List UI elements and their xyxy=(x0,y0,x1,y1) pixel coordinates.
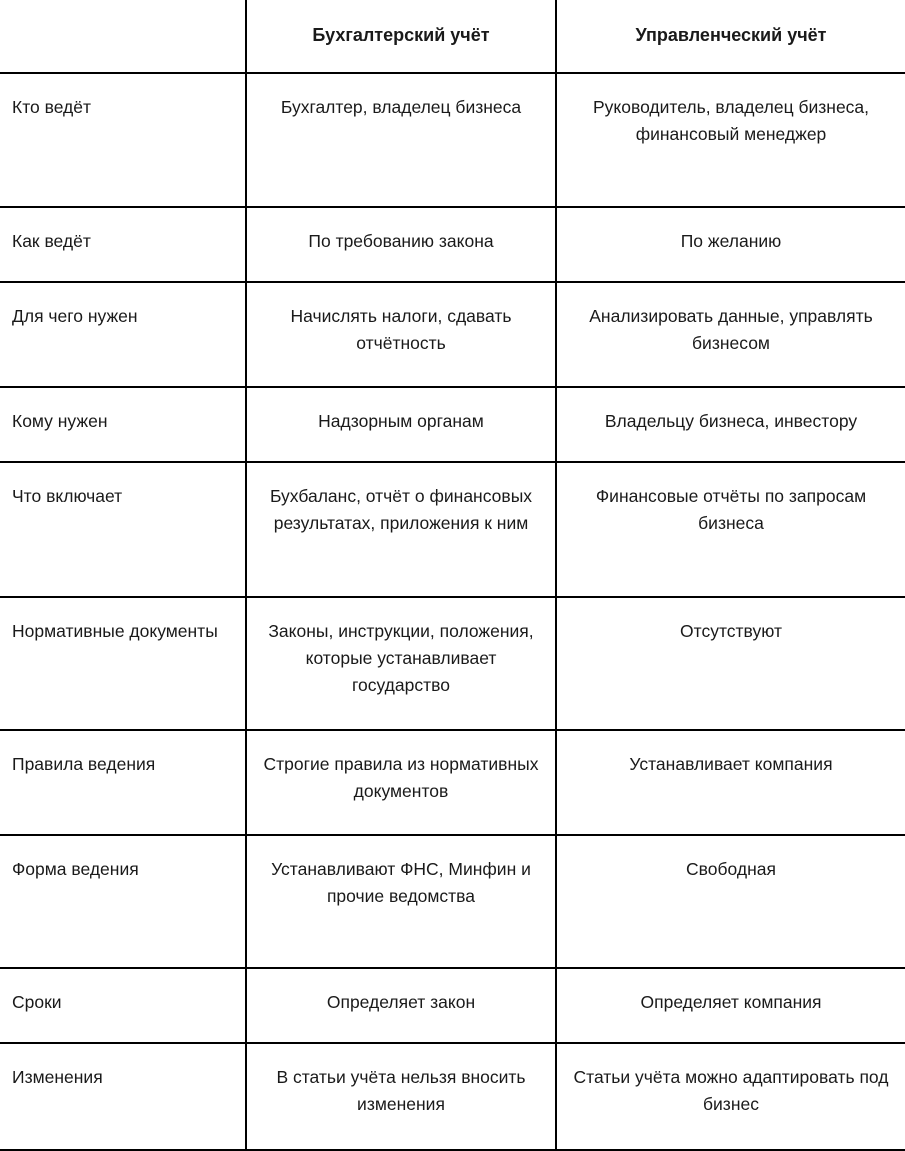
row-label-text: Изменения xyxy=(12,1067,103,1087)
table-row xyxy=(0,207,905,282)
row-accounting-cell xyxy=(246,597,556,730)
column-header-accounting xyxy=(246,0,556,73)
table-row xyxy=(0,282,905,387)
row-label-cell xyxy=(0,835,246,968)
row-management-text: Анализировать данные, управлять бизнесом xyxy=(589,306,873,354)
column-header-management-text: Управленческий учёт xyxy=(635,25,827,45)
row-label-cell xyxy=(0,207,246,282)
table-row xyxy=(0,835,905,968)
table-row xyxy=(0,968,905,1043)
row-management-text: Устанавливает компания xyxy=(629,754,833,774)
table-body xyxy=(0,73,905,1150)
row-label-text: Для чего нужен xyxy=(12,306,138,326)
row-label-cell xyxy=(0,1043,246,1150)
column-header-label-text xyxy=(0,0,245,22)
row-management-text: Отсутствуют xyxy=(680,621,782,641)
table-header xyxy=(0,0,905,73)
row-management-text: Статьи учёта можно адаптировать под бизнес xyxy=(573,1067,889,1115)
row-label-cell xyxy=(0,968,246,1043)
row-management-text: Определяет компания xyxy=(640,992,822,1012)
row-management-cell xyxy=(556,73,905,207)
row-label-text: Кто ведёт xyxy=(12,97,92,117)
row-management-cell xyxy=(556,282,905,387)
row-label-cell xyxy=(0,73,246,207)
table-row xyxy=(0,1043,905,1150)
row-label-text: Как ведёт xyxy=(12,231,91,251)
row-accounting-cell xyxy=(246,282,556,387)
row-label-text: Что включает xyxy=(12,486,123,506)
row-label-cell xyxy=(0,282,246,387)
row-management-text: По желанию xyxy=(680,231,782,251)
row-accounting-text: Начислять налоги, сдавать отчётность xyxy=(290,306,512,354)
row-label-cell xyxy=(0,730,246,835)
row-label-text: Кому нужен xyxy=(12,411,108,431)
row-management-text: Владельцу бизнеса, инвестору xyxy=(604,411,858,431)
row-label-text: Правила ведения xyxy=(12,754,156,774)
row-management-cell xyxy=(556,387,905,462)
row-accounting-cell xyxy=(246,462,556,597)
row-accounting-text: Надзорным органам xyxy=(318,411,484,431)
row-label-cell xyxy=(0,387,246,462)
row-management-cell xyxy=(556,207,905,282)
row-accounting-text: По требованию закона xyxy=(308,231,494,251)
row-management-cell xyxy=(556,597,905,730)
row-accounting-text: Бухгалтер, владелец бизнеса xyxy=(280,97,522,117)
row-management-cell xyxy=(556,1043,905,1150)
table-row xyxy=(0,597,905,730)
row-label-cell xyxy=(0,462,246,597)
row-management-text: Руководитель, владелец бизнеса, финансовый менеджер xyxy=(592,97,870,145)
row-accounting-cell xyxy=(246,73,556,207)
row-label-text: Форма ведения xyxy=(12,859,139,879)
table-row xyxy=(0,462,905,597)
column-header-label xyxy=(0,0,246,73)
row-management-text: Свободная xyxy=(686,859,776,879)
row-accounting-text: Законы, инструкции, положения, которые устанавливает государство xyxy=(268,621,534,696)
table-header-row xyxy=(0,0,905,73)
row-label-text: Сроки xyxy=(12,992,62,1012)
column-header-management xyxy=(556,0,905,73)
row-accounting-text: Определяет закон xyxy=(326,992,476,1012)
row-accounting-text: Бухбаланс, отчёт о финансовых результатах, приложения к ним xyxy=(269,486,533,534)
row-management-cell xyxy=(556,462,905,597)
row-accounting-cell xyxy=(246,207,556,282)
row-management-cell xyxy=(556,835,905,968)
row-accounting-text: В статьи учёта нельзя вносить изменения xyxy=(276,1067,526,1115)
row-accounting-text: Устанавливают ФНС, Минфин и прочие ведомства xyxy=(271,859,531,907)
table-row xyxy=(0,73,905,207)
table-row xyxy=(0,387,905,462)
table-row xyxy=(0,730,905,835)
column-header-accounting-text: Бухгалтерский учёт xyxy=(312,25,490,45)
row-accounting-cell xyxy=(246,1043,556,1150)
row-management-cell xyxy=(556,968,905,1043)
row-label-text: Нормативные документы xyxy=(12,621,218,641)
row-management-cell xyxy=(556,730,905,835)
row-label-cell xyxy=(0,597,246,730)
row-accounting-cell xyxy=(246,835,556,968)
row-accounting-cell xyxy=(246,387,556,462)
row-management-text: Финансовые отчёты по запросам бизнеса xyxy=(595,486,867,534)
row-accounting-text: Строгие правила из нормативных документов xyxy=(263,754,539,802)
row-accounting-cell xyxy=(246,730,556,835)
row-accounting-cell xyxy=(246,968,556,1043)
